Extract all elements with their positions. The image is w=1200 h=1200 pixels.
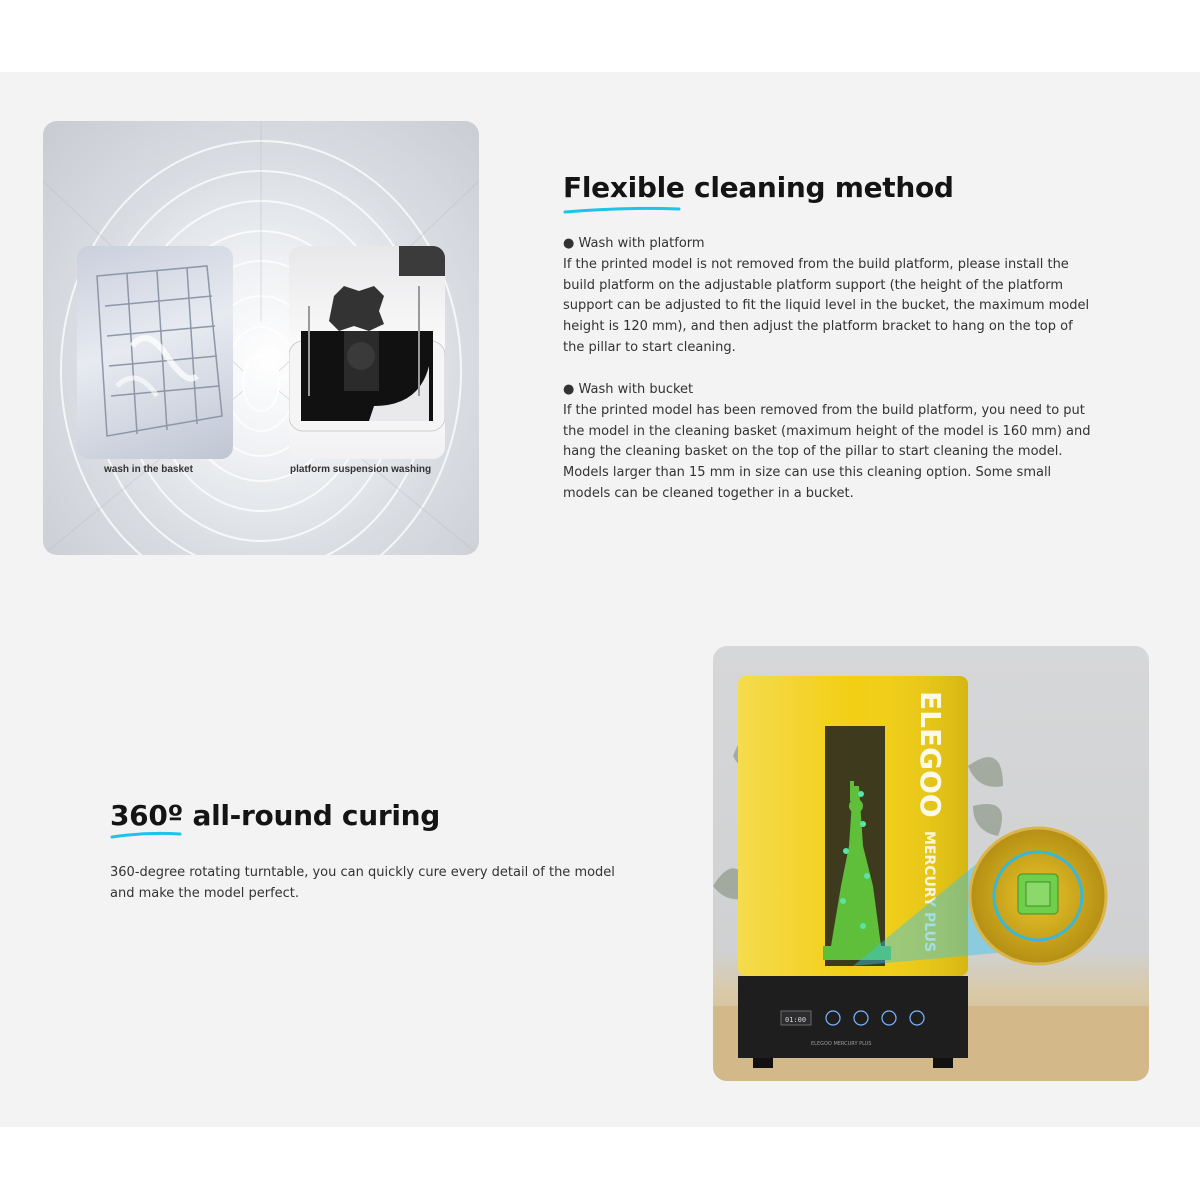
bullet-wash-with-platform: [563, 234, 1093, 359]
curing-heading: 360º all-round curing: [110, 799, 441, 832]
heading-underline: [110, 830, 182, 840]
display-readout: 01:00: [785, 1016, 807, 1024]
caption-platform-suspension: platform suspension washing: [290, 464, 432, 475]
heading-underline: [563, 205, 681, 215]
bullet-text: If the printed model is not removed from the build platform, please install the build platform on the adjustable platform support (the height of the platform support can be adjusted to fit the liquid level in the bucket, the maximum model height is 120 mm), and then adjust the platform bracket to hang on the top of the pillar to start cleaning.: [563, 256, 1090, 355]
bullet-title: ● Wash with platform: [563, 236, 705, 251]
bullet-title: ● Wash with bucket: [563, 382, 694, 397]
brand-logo-text: ELEGOO: [914, 691, 947, 818]
caption-wash-in-basket: wash in the basket: [104, 464, 193, 475]
curing-machine-graphic: [713, 646, 1149, 1081]
bullet-text: If the printed model has been removed from the build platform, you need to put the model in the cleaning basket (maximum height of the model is 160 mm) and hang the cleaning basket on the top of the pillar to start cleaning the model. Models larger than 15 mm in size can use this cleaning option. Some small models can be cleaned together in a bucket.: [563, 402, 1091, 501]
bullet-wash-with-bucket: [563, 380, 1093, 505]
cleaning-method-image: [43, 121, 479, 555]
curing-description: 360-degree rotating turntable, you can quickly cure every detail of the model and make the model perfect.: [110, 865, 615, 901]
cleaning-method-heading: Flexible cleaning method: [563, 171, 954, 204]
panel-label-text: ELEGOO MERCURY PLUS: [811, 1041, 872, 1047]
curing-machine-image: [713, 646, 1149, 1081]
basket-photo: [77, 246, 233, 459]
platform-photo: [289, 246, 445, 459]
model-name-text: MERCURY PLUS: [921, 831, 937, 953]
